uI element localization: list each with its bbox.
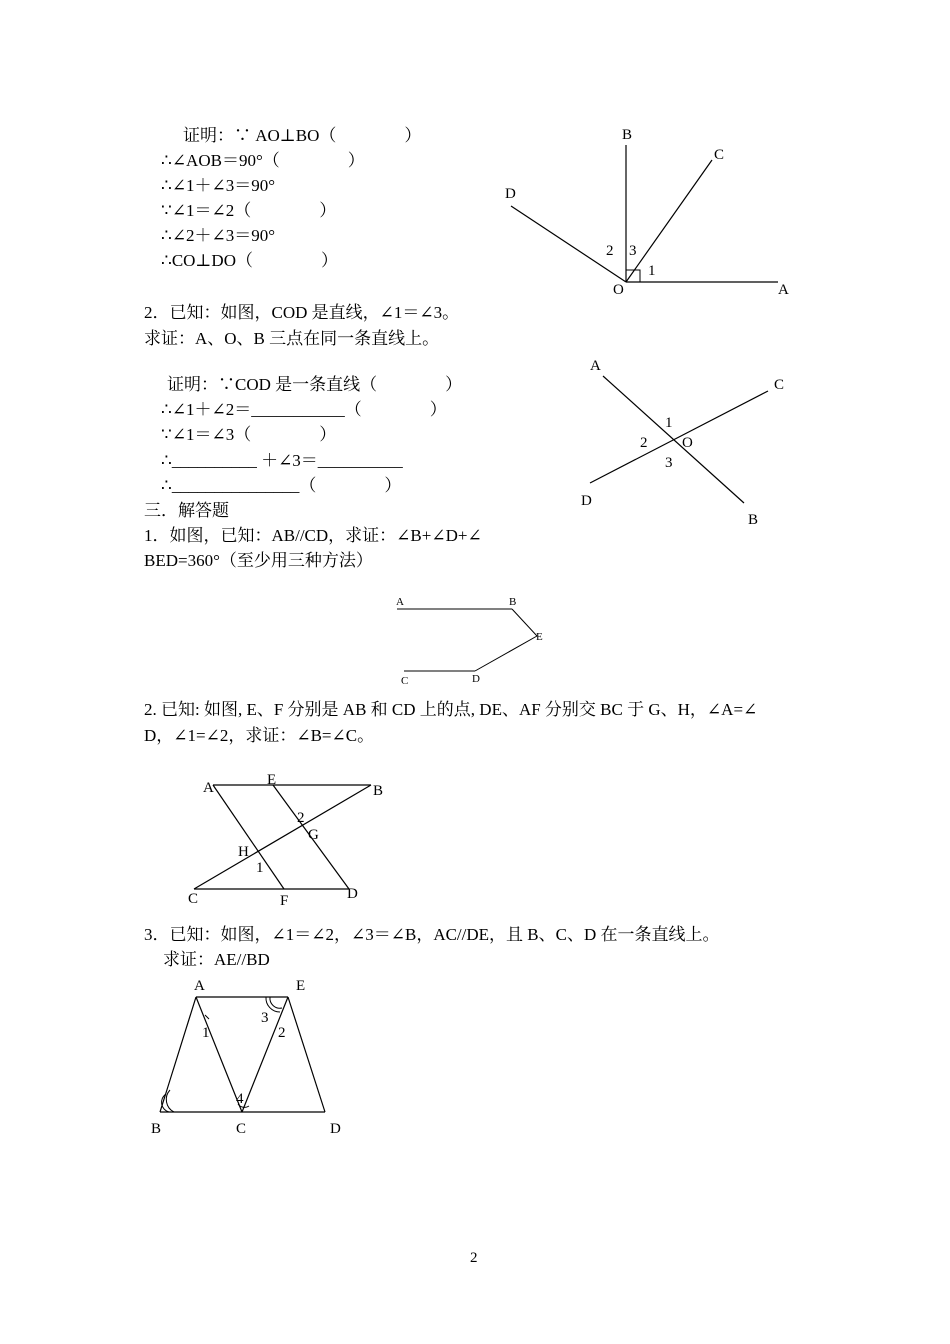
fig2-label-A: A: [590, 358, 601, 374]
fig2-label-B: B: [748, 512, 759, 528]
fig5-label-C: C: [236, 1121, 247, 1137]
fig4-label-A: A: [203, 780, 214, 796]
fig4-label-2: 2: [297, 810, 305, 826]
p3-q2-line1: 2. 已知: 如图, E、F 分别是 AB 和 CD 上的点, DE、AF 分别交 BC 于 G、H，∠A=∠: [144, 700, 758, 719]
fig3-label-E: E: [536, 631, 543, 643]
fig3-label-A: A: [396, 596, 404, 608]
proof2-line2: ∴∠1＋∠2＝___________（ ）: [161, 400, 447, 419]
fig2-label-2: 2: [640, 435, 648, 451]
proof2-line5: ∴_______________（ ）: [161, 476, 402, 495]
fig5-label-B: B: [151, 1121, 162, 1137]
proof1-line5: ∴∠2＋∠3＝90°: [161, 226, 276, 245]
proof1-line4: ∵∠1＝∠2（ ）: [161, 201, 337, 220]
fig1-label-3: 3: [629, 243, 637, 259]
proof1-line1: 证明：∵ AO⊥BO（ ）: [183, 126, 422, 145]
fig3-label-B: B: [509, 596, 517, 608]
fig1-label-2: 2: [606, 243, 614, 259]
proof1-line3: ∴∠1＋∠3＝90°: [161, 176, 276, 195]
fig1-label-1: 1: [648, 263, 656, 279]
fig5-label-2: 2: [278, 1025, 286, 1041]
fig4-label-D: D: [347, 886, 358, 902]
p3-q1-line2: BED=360°（至少用三种方法）: [144, 551, 373, 570]
fig5-label-E: E: [296, 978, 306, 994]
fig5-label-3: 3: [261, 1010, 269, 1026]
fig1-label-B: B: [622, 127, 633, 143]
fig5-label-4: 4: [236, 1091, 244, 1107]
p3-q3-line2: 求证：AE//BD: [163, 950, 270, 969]
q2-given: 2．已知：如图，COD 是直线，∠1＝∠3。: [144, 303, 460, 322]
proof1-line2: ∴∠AOB＝90°（ ）: [161, 151, 365, 170]
fig4-label-E: E: [267, 772, 277, 788]
fig4-label-B: B: [373, 783, 384, 799]
fig5-label-1: 1: [202, 1025, 210, 1041]
section-heading: 三．解答题: [144, 501, 229, 520]
fig4-label-G: G: [308, 827, 319, 843]
fig3-label-D: D: [472, 673, 480, 685]
fig2-label-O: O: [682, 435, 693, 451]
fig4-label-C: C: [188, 891, 199, 907]
fig4-label-1: 1: [256, 860, 264, 876]
proof2-line1: 证明：∵COD 是一条直线（ ）: [167, 375, 463, 394]
fig1-label-D: D: [505, 186, 516, 202]
fig4-label-H: H: [238, 844, 249, 860]
fig1-label-A: A: [778, 282, 789, 298]
fig3-label-C: C: [401, 675, 409, 687]
fig4-label-F: F: [280, 893, 289, 909]
fig2-label-C: C: [774, 377, 785, 393]
q2-prove: 求证：A、O、B 三点在同一条直线上。: [144, 329, 440, 348]
fig2-label-1: 1: [665, 415, 673, 431]
proof1-line6: ∴CO⊥DO（ ）: [161, 251, 338, 270]
fig2-label-D: D: [581, 493, 592, 509]
fig1-label-C: C: [714, 147, 725, 163]
p3-q3-line1: 3．已知：如图，∠1＝∠2，∠3＝∠B，AC//DE，且 B、C、D 在一条直线上。: [144, 925, 720, 944]
proof2-line3: ∵∠1＝∠3（ ）: [161, 425, 337, 444]
fig5-label-A: A: [194, 978, 205, 994]
page-number: 2: [470, 1250, 478, 1266]
fig2-label-3: 3: [665, 455, 673, 471]
proof2-line4: ∴__________ ＋∠3＝__________: [161, 451, 403, 470]
p3-q1-line1: 1．如图，已知：AB//CD，求证：∠B+∠D+∠: [144, 526, 482, 545]
fig1-label-O: O: [613, 282, 624, 298]
fig5-label-D: D: [330, 1121, 341, 1137]
p3-q2-line2: D，∠1=∠2，求证：∠B=∠C。: [144, 726, 375, 745]
